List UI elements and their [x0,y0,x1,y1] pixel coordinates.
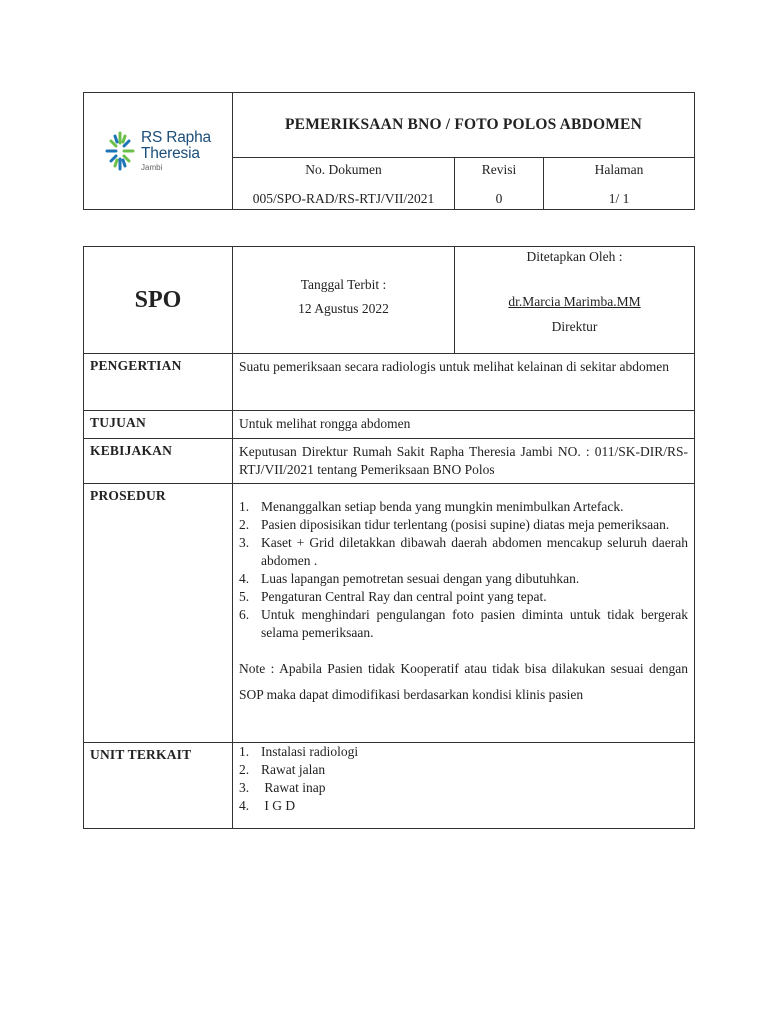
revision-label: Revisi [481,162,517,177]
doc-number-value: 005/SPO-RAD/RS-RTJ/VII/2021 [252,191,435,206]
page-cell [544,158,695,210]
doc-number-cell [233,158,455,210]
logo-line-1: RS Rapha [141,128,211,146]
unit-list [239,743,688,815]
list-item: 3. Kaset + Grid diletakkan dibawah daerah abdomen mencakup seluruh daerah abdomen . [239,535,688,568]
issue-date-cell [233,247,455,354]
logo-line-2: Theresia [141,144,200,162]
sunburst-icon [105,129,135,173]
doc-number-label: No. Dokumen [305,162,382,177]
list-item: 4. Luas lapangan pemotretan sesuai dengan yang dibutuhkan. [239,571,580,586]
unit-terkait-label: UNIT TERKAIT [84,743,233,829]
list-item: 6. Untuk menghindari pengulangan foto pasien diminta untuk tidak bergerak selama pemeriksaan. [239,607,688,640]
issue-date-label: Tanggal Terbit : [300,277,387,292]
spo-table [83,246,695,829]
approver-name: dr.Marcia Marimba.MM [508,294,641,309]
page-value: 1/ 1 [608,191,630,206]
procedure-steps [239,498,688,642]
document-header [83,92,695,210]
list-item: 2. Rawat jalan [239,762,326,777]
tujuan-label: TUJUAN [84,411,233,439]
approver-title: Direktur [551,319,598,334]
page-label: Halaman [594,162,644,177]
list-item: 1. Instalasi radiologi [239,744,359,759]
list-item: 2. Pasien diposisikan tidur terlentang (posisi supine) diatas meja pemeriksaan. [239,517,670,532]
logo-cell [84,93,233,210]
list-item: 5. Pengaturan Central Ray dan central point yang tepat. [239,589,547,604]
hospital-logo [84,129,232,173]
approved-by-label: Ditetapkan Oleh : [526,249,623,264]
prosedur-label: PROSEDUR [84,484,233,743]
list-item: 3. Rawat inap [239,780,326,795]
document-title: PEMERIKSAAN BNO / FOTO POLOS ABDOMEN [233,93,695,158]
logo-line-3: Jambi [141,163,163,173]
revision-value: 0 [495,191,503,206]
tujuan-text: Untuk melihat rongga abdomen [233,411,695,439]
prosedur-content [233,484,695,743]
pengertian-label: PENGERTIAN [84,354,233,411]
unit-terkait-content [233,743,695,829]
approval-cell [455,247,695,354]
issue-date-value: 12 Agustus 2022 [298,301,389,316]
list-item: 4. I G D [239,798,296,813]
kebijakan-label: KEBIJAKAN [84,439,233,484]
pengertian-text: Suatu pemeriksaan secara radiologis untuk melihat kelainan di sekitar abdomen [233,354,695,411]
revision-cell [455,158,544,210]
procedure-note: Note : Apabila Pasien tidak Kooperatif atau tidak bisa dilakukan sesuai dengan SOP maka dapat dimodifikasi berdasarkan kondisi klinis pasien [239,661,688,702]
list-item: 1. Menanggalkan setiap benda yang mungkin menimbulkan Artefack. [239,499,624,514]
spo-label: SPO [84,247,233,354]
kebijakan-text: Keputusan Direktur Rumah Sakit Rapha Theresia Jambi NO. : 011/SK-DIR/RS-RTJ/VII/2021 tentang Pemeriksaan BNO Polos [233,439,695,484]
